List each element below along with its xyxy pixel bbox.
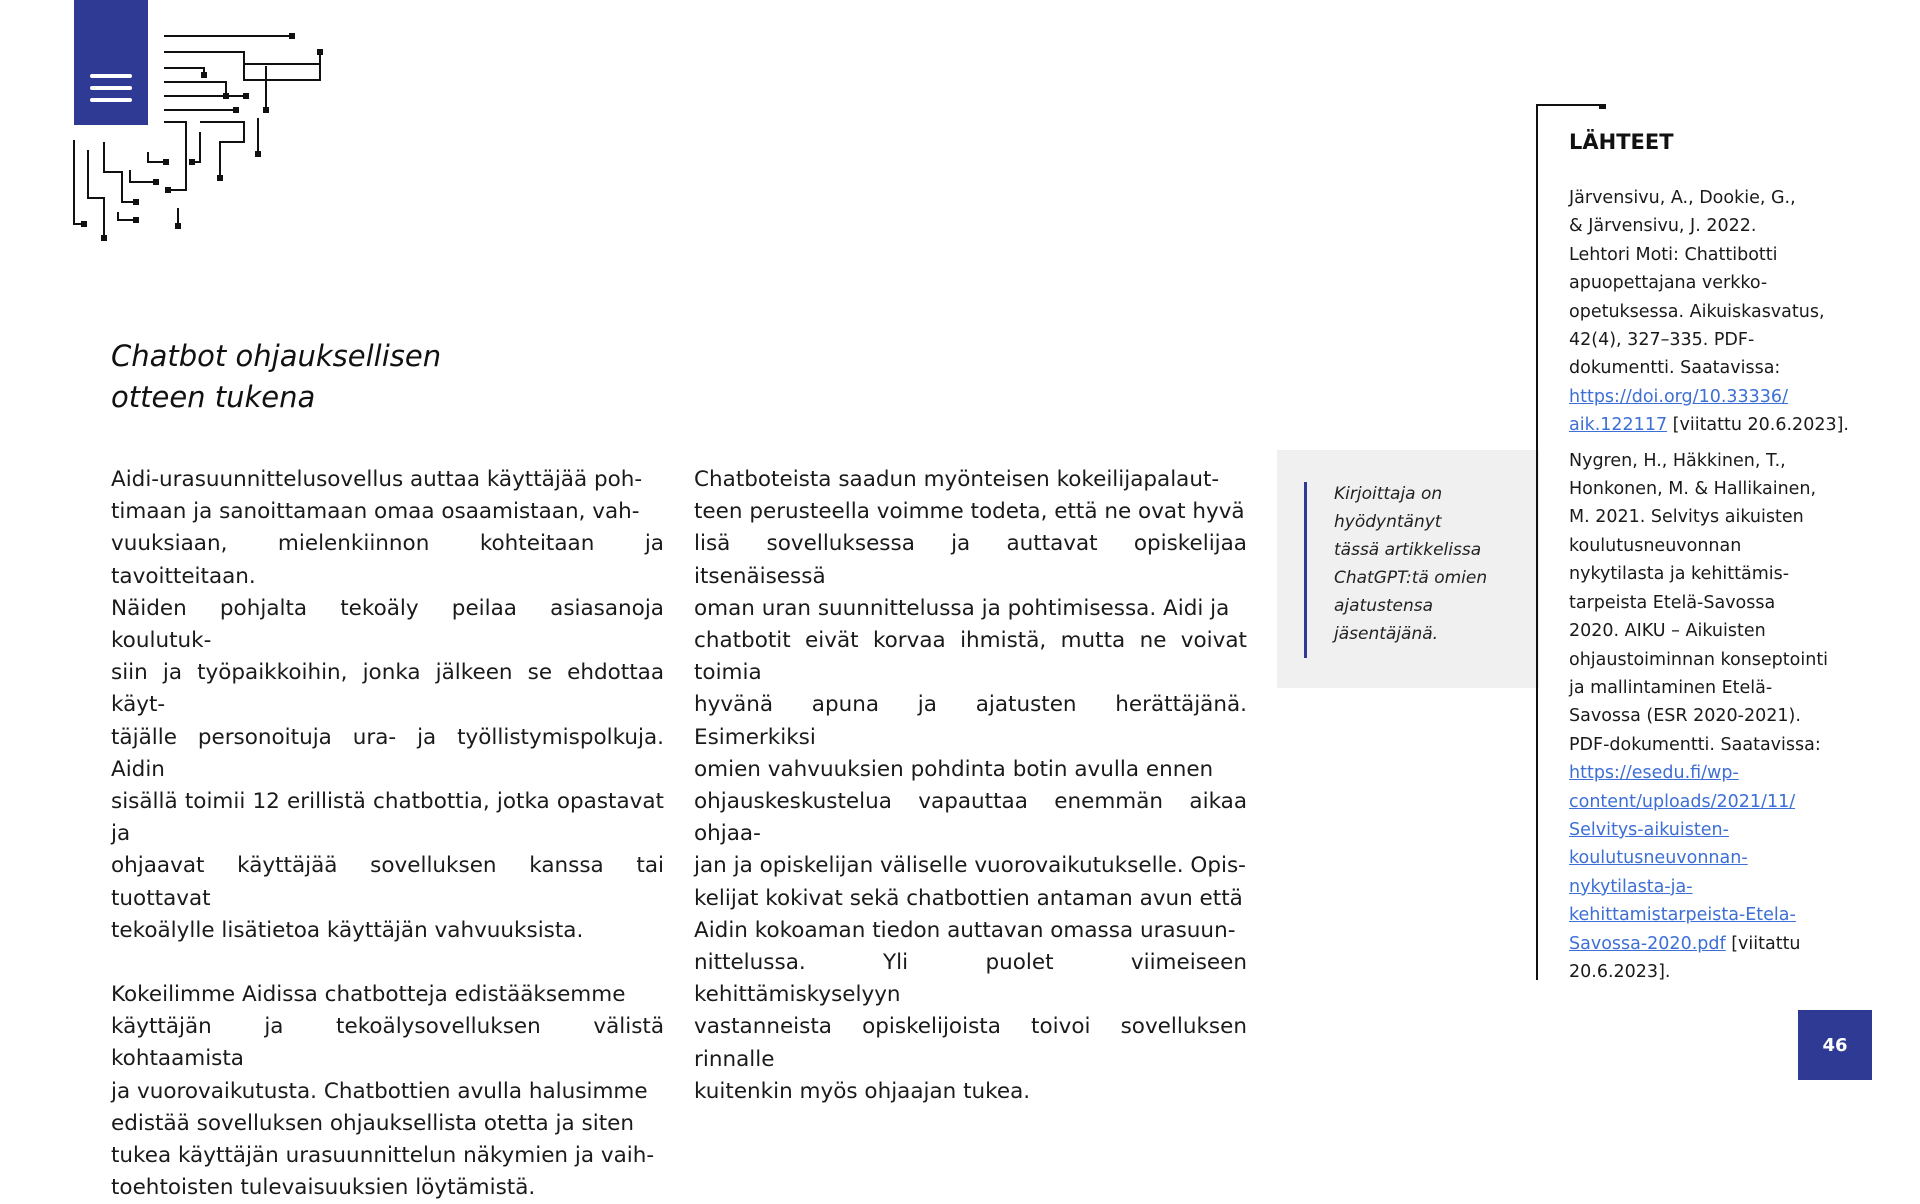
reference-access-date: [viitattu 20.6.2023].: [1667, 415, 1849, 436]
text-line: ohjaavat käyttäjää sovelluksen kanssa tai tuottavat: [111, 853, 664, 911]
author-note-box: [1277, 450, 1539, 688]
reference-line: [1569, 901, 1849, 929]
text-line: teen perusteella voimme todeta, että ne ovat hyvä: [694, 499, 1245, 525]
reference-line: nykytilasta ja kehittämis-: [1569, 564, 1790, 585]
text-line: timaan ja sanoittamaan omaa osaamistaan, vah-: [111, 499, 640, 525]
reference-link[interactable]: https://doi.org/10.33336/: [1569, 386, 1788, 407]
reference-link[interactable]: kehittamistarpeista-Etela-: [1569, 905, 1796, 926]
text-line: ja vuorovaikutusta. Chatbottien avulla halusimme: [111, 1078, 648, 1104]
reference-line: [1569, 788, 1849, 816]
note-accent-bar: [1304, 482, 1307, 658]
author-note: [1334, 480, 1524, 648]
reference-line: Savossa (ESR 2020-2021).: [1569, 706, 1801, 727]
reference-line: tarpeista Etelä-Savossa: [1569, 592, 1776, 613]
page-number-label: 46: [1822, 1034, 1848, 1056]
text-line: Näiden pohjalta tekoäly peilaa asiasanoja koulutuk-: [111, 595, 664, 654]
note-line: Kirjoittaja on: [1334, 484, 1443, 504]
paragraph: [111, 979, 664, 1204]
paragraph: [111, 464, 664, 947]
text-line: nittelussa. Yli puolet viimeiseen kehittämiskyselyyn: [694, 950, 1247, 1008]
reference-line: ohjaustoiminnan konseptointi: [1569, 649, 1829, 670]
heading-line: otteen tukena: [111, 380, 316, 414]
text-line: tukea käyttäjän urasuunnittelun näkymien ja vaih-: [111, 1143, 655, 1169]
reference-line: apuopettajana verkko-: [1569, 273, 1768, 294]
reference-line: M. 2021. Selvitys aikuisten: [1569, 507, 1804, 528]
text-line: sisällä toimii 12 erillistä chatbottia, jotka opastavat ja: [111, 789, 664, 847]
reference-link[interactable]: Selvitys-aikuisten-: [1569, 819, 1729, 840]
reference-line: [1569, 411, 1849, 439]
body-column-middle: [694, 464, 1247, 1108]
text-line: siin ja työpaikkoihin, jonka jälkeen se ehdottaa käyt-: [111, 660, 664, 718]
text-line: hyvänä apuna ja ajatusten herättäjänä. Esimerkiksi: [694, 692, 1247, 750]
body-column-left: [111, 464, 664, 1204]
text-line: Aidi-urasuunnittelusovellus auttaa käyttäjää poh-: [111, 467, 643, 492]
reference-link[interactable]: aik.122117: [1569, 415, 1668, 436]
text-line: jan ja opiskelijan väliselle vuorovaikutukselle. Opis-: [694, 853, 1246, 879]
text-line: Kokeilimme Aidissa chatbotteja edistääksemme: [111, 982, 626, 1008]
reference-item: [1569, 447, 1849, 987]
heading-line: Chatbot ohjauksellisen: [111, 339, 442, 373]
text-line: tekoälylle lisätietoa käyttäjän vahvuuksista.: [111, 917, 584, 943]
section-heading: [111, 336, 441, 418]
note-line: ChatGPT:tä omien: [1334, 568, 1488, 588]
references-title: LÄHTEET: [1569, 130, 1674, 154]
text-line: Aidin kokoaman tiedon auttavan omassa urasuun-: [694, 917, 1236, 943]
reference-line: ja mallintaminen Etelä-: [1569, 677, 1773, 698]
references-list: [1569, 184, 1849, 993]
reference-line: Honkonen, M. & Hallikainen,: [1569, 479, 1817, 500]
text-line: edistää sovelluksen ohjauksellista otetta ja siten: [111, 1110, 635, 1136]
reference-line: Nygren, H., Häkkinen, T.,: [1569, 450, 1786, 471]
reference-line: koulutusneuvonnan: [1569, 535, 1742, 556]
text-line: lisä sovelluksessa ja auttavat opiskelijaa itsenäisessä: [694, 531, 1247, 589]
reference-line: 42(4), 327–335. PDF-: [1569, 330, 1755, 351]
note-line: hyödyntänyt: [1334, 512, 1442, 532]
reference-line: [1569, 759, 1849, 787]
reference-line: 20.6.2023].: [1569, 961, 1671, 982]
note-line: tässä artikkelissa: [1334, 540, 1482, 560]
reference-line: dokumentti. Saatavissa:: [1569, 358, 1781, 379]
page-number: [1798, 1010, 1872, 1080]
reference-link[interactable]: koulutusneuvonnan-: [1569, 848, 1748, 869]
text-line: chatbotit eivät korvaa ihmistä, mutta ne voivat toimia: [694, 628, 1247, 686]
text-line: täjälle personoituja ura- ja työllistymispolkuja. Aidin: [111, 724, 664, 782]
reference-link[interactable]: https://esedu.fi/wp-: [1569, 763, 1739, 784]
text-line: ohjauskeskustelua vapauttaa enemmän aikaa ohjaa-: [694, 789, 1247, 847]
text-line: Chatboteista saadun myönteisen kokeilijapalaut-: [694, 467, 1220, 492]
reference-link[interactable]: Savossa-2020.pdf: [1569, 933, 1726, 954]
reference-line: [1569, 383, 1849, 411]
note-line: jäsentäjänä.: [1334, 624, 1439, 644]
reference-line: [1569, 873, 1849, 901]
note-line: ajatustensa: [1334, 596, 1434, 616]
reference-item: [1569, 184, 1849, 440]
reference-line: opetuksessa. Aikuiskasvatus,: [1569, 301, 1825, 322]
text-line: kelijat kokivat sekä chatbottien antaman avun että: [694, 885, 1243, 911]
reference-line: [1569, 930, 1849, 958]
text-line: kuitenkin myös ohjaajan tukea.: [694, 1078, 1031, 1104]
reference-line: Lehtori Moti: Chattibotti: [1569, 244, 1778, 265]
text-line: vuuksiaan, mielenkiinnon kohteitaan ja tavoitteitaan.: [111, 531, 664, 589]
paragraph: [694, 464, 1247, 1108]
text-line: vastanneista opiskelijoista toivoi sovelluksen rinnalle: [694, 1014, 1247, 1072]
reference-line: & Järvensivu, J. 2022.: [1569, 216, 1757, 237]
reference-line: 2020. AIKU – Aikuisten: [1569, 621, 1766, 642]
reference-link[interactable]: content/uploads/2021/11/: [1569, 791, 1796, 812]
text-line: toehtoisten tulevaisuuksien löytämistä.: [111, 1175, 536, 1201]
reference-line: Järvensivu, A., Dookie, G.,: [1569, 188, 1796, 208]
reference-line: PDF-dokumentti. Saatavissa:: [1569, 734, 1821, 755]
reference-line: [1569, 844, 1849, 872]
circuit-decoration-icon: [70, 30, 340, 245]
reference-link[interactable]: nykytilasta-ja-: [1569, 876, 1693, 897]
text-line: käyttäjän ja tekoälysovelluksen välistä kohtaamista: [111, 1014, 664, 1072]
text-line: oman uran suunnittelussa ja pohtimisessa. Aidi ja: [694, 595, 1230, 621]
reference-access-date: [viitattu: [1725, 933, 1801, 954]
reference-line: [1569, 816, 1849, 844]
text-line: omien vahvuuksien pohdinta botin avulla ennen: [694, 756, 1214, 782]
